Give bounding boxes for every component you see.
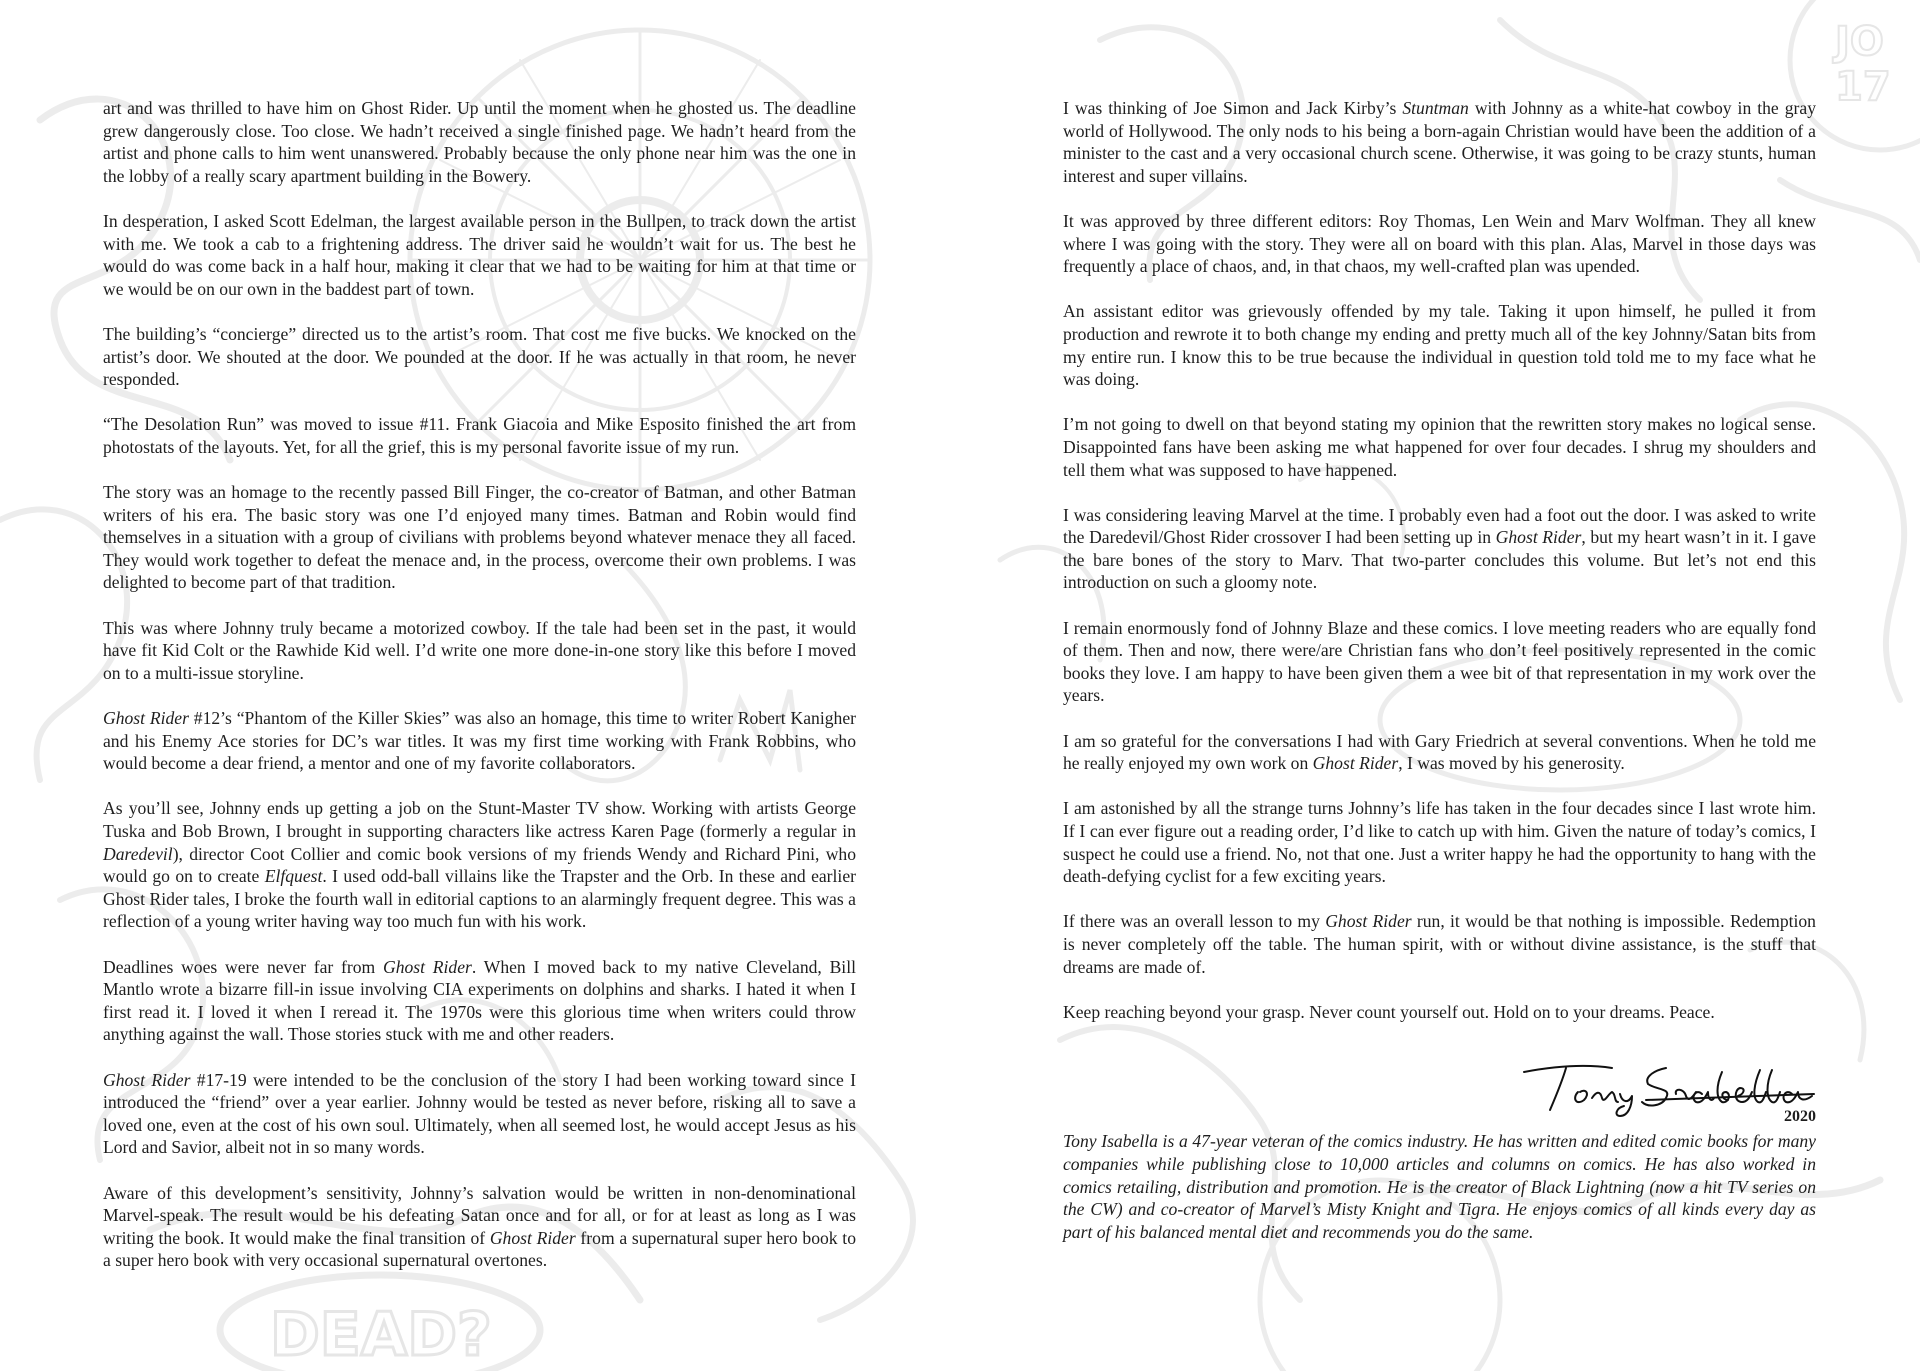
paragraph — [103, 210, 856, 300]
paragraph-text: I remain enormously fond of Johnny Blaze and these comics. I love meeting readers who are equally fond of them. Then and now, there were/are Christian fans who don’t feel positively represented in the comic books they love. I am happy to have been given them a wee bit of that representation in my work over the years. — [1063, 617, 1816, 706]
paragraph — [103, 617, 856, 685]
paragraph — [1063, 797, 1816, 887]
paragraph — [1063, 617, 1816, 707]
paragraph-text: ), director Coot Collier and comic book versions of my friends Wendy and Richard Pini, who would go on to create — [103, 843, 856, 887]
paragraph-text: This was where Johnny truly became a motorized cowboy. If the tale had been set in the past, it would have fit Kid Colt or the Rawhide Kid well. I’d write one more done-in-one story like this before I moved on to a multi-issue storyline. — [103, 617, 856, 683]
paragraph-text: If there was an overall lesson to my — [1063, 911, 1326, 932]
italic-title-text: Ghost Rider — [103, 708, 189, 729]
paragraph — [103, 797, 856, 933]
paragraph-text: from a supernatural super hero book to a super hero book with very occasional supernatural overtones. — [103, 1227, 856, 1271]
italic-title-text: Ghost Rider — [1495, 527, 1582, 548]
paragraph — [103, 956, 856, 1046]
italic-title-text: Elfquest — [264, 866, 323, 887]
background-lettering-dead: DEAD? — [270, 1300, 492, 1370]
paragraph — [103, 1182, 856, 1272]
italic-title-text: Ghost Rider — [103, 1069, 191, 1090]
paragraph-text: I was considering leaving Marvel at the time. I probably even had a foot out the door. I was asked to write the Daredevil/Ghost Rider crossover I had been setting up in — [1063, 504, 1816, 548]
paragraph-text: An assistant editor was grievously offended by my tale. Taking it upon himself, he pulled it from production and rewrote it to both change my ending and pretty much all of the key Johnny/Satan bits from my entire run. I know this to be true because the individual in question told told me to my face what he was doing. — [1063, 301, 1816, 390]
background-lettering-17: 17 — [1835, 64, 1891, 110]
paragraph-text: #12’s “Phantom of the Killer Skies” was also an homage, this time to writer Robert Kanigher and his Enemy Ace stories for DC’s war titles. It was my first time working with Frank Robbins, who would become a dear friend, a mentor and one of my favorite collaborators. — [103, 708, 856, 774]
paragraph-text: I’m not going to dwell on that beyond stating my opinion that the rewritten story makes no logical sense. Disappointed fans have been asking me what happened for over four decades. I shrug my shoulders and tell them what was supposed to have happened. — [1063, 414, 1816, 480]
paragraph-text: In desperation, I asked Scott Edelman, the largest available person in the Bullpen, to track down the artist with me. We took a cab to a frightening address. The driver said he wouldn’t wait for us. The best he would do was come back in a half hour, making it clear that we had to be waiting for him at that time or we would be on our own in the baddest part of town. — [103, 210, 856, 299]
handwritten-signature — [1516, 1058, 1816, 1118]
paragraph-text: run, it would be that nothing is impossible. Redemption is never completely off the table. The human spirit, with or without divine assistance, is the stuff that dreams are made of. — [1063, 911, 1816, 977]
paragraph — [1063, 730, 1816, 775]
paragraph-text: The story was an homage to the recently passed Bill Finger, the co-creator of Batman, and other Batman writers of his era. The basic story was one I’d enjoyed many times. Batman and Robin would find themselves in a situation with a group of civilians with problems beyond whatever menace they all faced. They would work together to defeat the menace and, in the process, overcome their own problems. I was delighted to become part of that tradition. — [103, 482, 856, 593]
paragraph — [103, 413, 856, 458]
paragraph-text: , but my heart wasn’t in it. I gave the bare bones of the story to Marv. That two-parter concludes this volume. But let’s not end this introduction on such a gloomy note. — [1063, 527, 1816, 593]
italic-title-text: Ghost Rider — [1312, 753, 1399, 774]
signature-block — [1063, 1058, 1816, 1130]
paragraph — [1063, 504, 1816, 594]
paragraph-text: I am so grateful for the conversations I had with Gary Friedrich at several conventions. When he told me he really enjoyed my own work on — [1063, 730, 1816, 774]
paragraph — [103, 1069, 856, 1159]
right-column — [1063, 97, 1816, 1266]
paragraph-text: , I was moved by his generosity. — [1398, 753, 1625, 774]
paragraph — [103, 481, 856, 594]
left-column — [103, 97, 856, 1294]
paragraph-text: I was thinking of Joe Simon and Jack Kirby’s — [1063, 98, 1403, 118]
italic-title-text: Daredevil — [103, 843, 173, 864]
paragraph-text: “The Desolation Run” was moved to issue #11. Frank Giacoia and Mike Esposito finished the art from photostats of the layouts. Yet, for all the grief, this is my personal favorite issue of my run. — [103, 414, 856, 457]
paragraph-text: . When I moved back to my native Cleveland, Bill Mantlo wrote a bizarre fill-in issue involving CIA experiments on dolphins and sharks. I hated it when I first read it. I loved it when I reread it. The 1970s were this glorious time when writers could throw anything against the wall. Those stories stuck with me and other readers. — [103, 956, 856, 1045]
paragraph-text: art and was thrilled to have him on Ghost Rider. Up until the moment when he ghosted us. The deadline grew dangerously close. Too close. We hadn’t received a single finished page. We hadn’t heard from the artist and phone calls to him went unanswered. Probably because the only phone near him was the one in the lobby of a really scary apartment building in the Bowery. — [103, 98, 856, 186]
paragraph — [1063, 210, 1816, 278]
italic-title-text: Stuntman — [1402, 98, 1469, 118]
paragraph — [1063, 1001, 1816, 1024]
paragraph-text: . I used odd-ball villains like the Trapster and the Orb. In these and earlier Ghost Rider tales, I broke the fourth wall in editorial captions to an alarmingly frequent degree. This was a reflection of a young writer having way too much fun with his work. — [103, 866, 856, 932]
italic-title-text: Ghost Rider — [489, 1227, 576, 1248]
paragraph-text: As you’ll see, Johnny ends up getting a job on the Stunt-Master TV show. Working with artists George Tuska and Bob Brown, I brought in supporting characters like actress Karen Page (formerly a regular in — [103, 798, 856, 841]
paragraph-text: Deadlines woes were never far from — [103, 956, 383, 977]
paragraph-text: with Johnny as a white-hat cowboy in the gray world of Hollywood. The only nods to his being a born-again Christian would have been the addition of a minister to the cast and a very occasional church scene. Otherwise, it was going to be crazy stunts, human interest and super villains. — [1063, 98, 1816, 186]
paragraph-text: Aware of this development’s sensitivity, Johnny’s salvation would be written in non-denominational Marvel-speak. The result would be his defeating Satan once and for all, or for at least as long as I was writing the book. It would make the final transition of — [103, 1182, 856, 1248]
paragraph — [103, 707, 856, 775]
background-lettering-jo: JO — [1835, 19, 1884, 65]
paragraph-text: It was approved by three different editors: Roy Thomas, Len Wein and Marv Wolfman. They all knew where I was going with the story. They were all on board with this plan. Alas, Marvel in those days was frequently a place of chaos, and, in that chaos, my well-crafted plan was upended. — [1063, 210, 1816, 277]
paragraph — [103, 97, 856, 187]
right-column-body — [1063, 97, 1816, 1023]
paragraph-text: Keep reaching beyond your grasp. Never count yourself out. Hold on to your dreams. Peace. — [1063, 1001, 1715, 1022]
author-bio: Tony Isabella is a 47-year veteran of the comics industry. He has written and edited comic books for many companies while publishing close to 10,000 articles and columns on comics. He has also worked in comics retailing, distribution and promotion. He is the creator of Black Lightning (now a hit TV series on the CW) and co-creator of Marvel’s Misty Knight and Tigra. He enjoys comics of all kinds every day as part of his balanced mental diet and recommends you do the same. — [1063, 1131, 1816, 1242]
signature-year: 2020 — [1784, 1108, 1816, 1126]
paragraph-text: I am astonished by all the strange turns Johnny’s life has taken in the four decades since I last wrote him. If I can ever figure out a reading order, I’d like to catch up with him. Given the nature of today’s comics, I suspect he could use a friend. No, not that one. Just a writer happy he had the opportunity to hang with the death-defying cyclist for a few exciting years. — [1063, 798, 1816, 887]
italic-title-text: Ghost Rider — [383, 956, 472, 977]
paragraph — [1063, 413, 1816, 481]
paragraph-text: The building’s “concierge” directed us to the artist’s room. That cost me five bucks. We knocked on the artist’s door. We shouted at the door. We pounded at the door. If he was actually in that room, he never responded. — [103, 323, 856, 390]
paragraph — [103, 323, 856, 391]
paragraph — [1063, 97, 1816, 187]
paragraph — [1063, 910, 1816, 978]
paragraph — [1063, 300, 1816, 390]
italic-title-text: Ghost Rider — [1325, 911, 1412, 932]
paragraph-text: #17-19 were intended to be the conclusion of the story I had been working toward since I introduced the “friend” over a year earlier. Johnny would be tested as never before, risking all to save a loved one, even at the cost of his own soul. Ultimately, when all seemed lost, he would accept Jesus as his Lord and Savior, albeit not in so many words. — [103, 1069, 856, 1158]
